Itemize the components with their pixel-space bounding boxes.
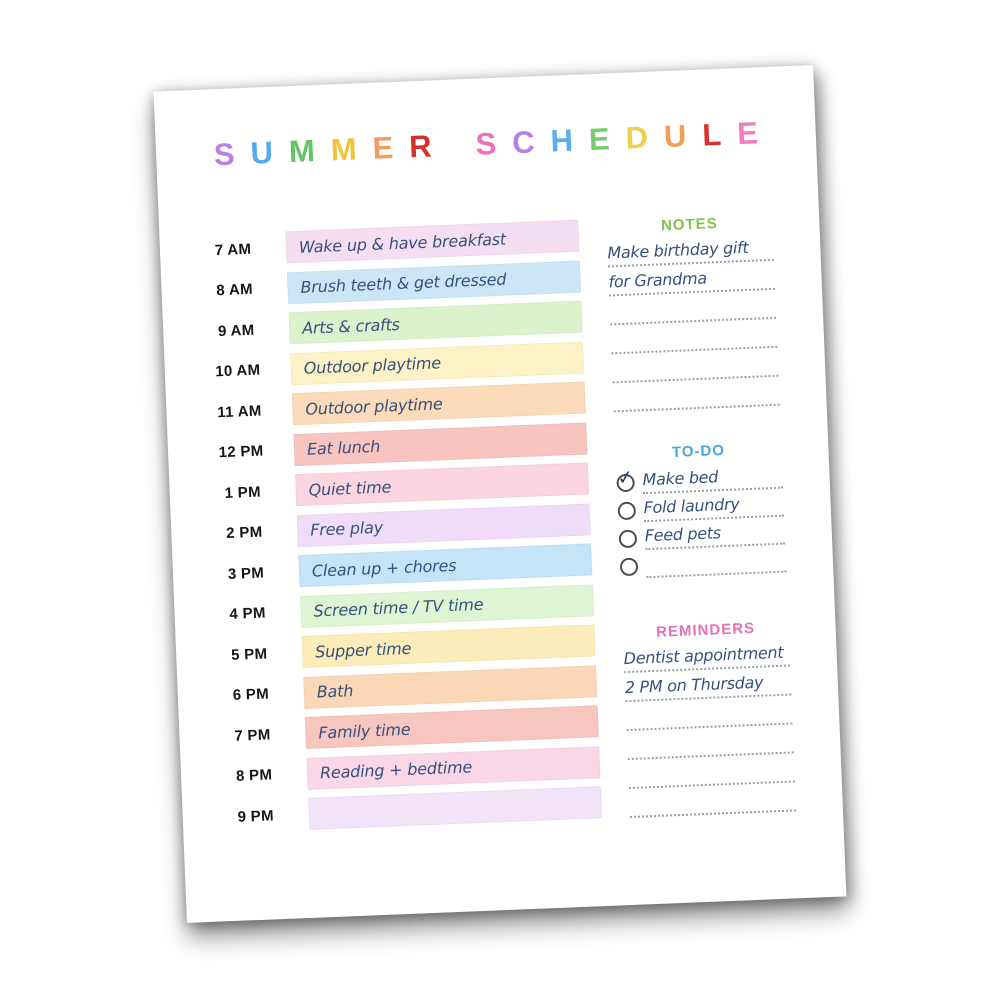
todo-item [619,545,786,580]
activity-bar [297,503,591,547]
schedule-row [198,382,586,430]
schedule-row [214,786,602,834]
todo-checkbox[interactable] [619,530,638,549]
activity-text: Outdoor playtime [303,353,442,378]
title-letter: U [663,118,688,155]
time-label: 1 PM [224,483,262,502]
reminders-blank-line [629,782,796,818]
activity-text: Arts & crafts [301,314,401,338]
todo-item-label: Feed pets [644,517,785,551]
schedule-row [206,584,594,632]
schedule-row [208,624,596,672]
schedule-row [211,705,599,753]
schedule-row [193,260,581,308]
activity-bar [292,382,586,426]
schedule-row [199,422,587,470]
todo-item-label [645,545,786,579]
activity-bar [298,543,592,587]
notes-section [606,213,780,413]
activity-text: Brush teeth & get dressed [300,269,507,297]
schedule-sheet [154,65,847,923]
title-word [213,128,433,173]
activity-bar [289,301,583,345]
schedule-row [201,462,589,510]
activity-bar [302,624,596,668]
schedule-row [203,503,591,551]
page-title [154,65,817,172]
notes-entry: Make birthday gift [607,232,774,268]
title-letter: E [371,130,394,166]
activity-bar [305,705,599,749]
title-letter: M [330,131,358,168]
reminders-lines [623,638,796,819]
title-letter: E [588,121,611,158]
schedule-table [191,220,602,835]
schedule-row [212,746,600,794]
activity-text: Family time [318,719,411,742]
title-word [474,115,759,162]
todo-list [616,461,786,580]
todo-checkbox[interactable] [620,558,639,577]
time-label: 4 PM [229,604,267,623]
todo-item-label: Fold laundry [643,489,784,523]
time-label: 9 PM [237,806,275,826]
schedule-row [209,665,597,713]
activity-text: Outdoor playtime [305,393,443,419]
schedule-row [204,543,592,591]
activity-text: Screen time / TV time [313,594,484,621]
time-label: 7 PM [234,725,271,745]
side-column [606,212,796,818]
activity-bar [293,422,587,466]
activity-bar [295,462,589,506]
activity-text: Supper time [314,638,412,662]
todo-checkbox[interactable] [615,465,635,493]
title-letter: E [736,115,759,152]
time-label: 7 AM [214,240,252,259]
title-letter: L [701,116,722,153]
activity-bar [287,260,581,304]
title-letter: S [213,136,236,173]
todo-item-label: Make bed [642,461,783,495]
activity-bar [306,746,600,790]
activity-text: Clean up + chores [311,555,457,581]
time-label: 2 PM [225,523,263,543]
activity-bar [285,220,579,264]
reminders-entry: 2 PM on Thursday [624,666,791,702]
activity-text: Bath [316,681,354,702]
title-letter: H [549,122,574,159]
activity-bar [303,665,597,709]
title-letter: M [288,133,316,170]
todo-title: TO-DO [671,441,726,462]
checkmark-icon: ✓ [615,465,635,490]
activity-text: Eat lunch [306,436,381,459]
reminders-title: REMINDERS [655,619,756,641]
activity-text: Quiet time [308,476,392,500]
time-label: 11 AM [216,402,262,421]
schedule-row [191,220,579,268]
time-label: 12 PM [218,442,264,462]
reminders-entry: Dentist appointment [623,638,790,674]
title-letter: R [408,128,433,165]
time-label: 3 PM [227,564,265,583]
notes-blank-line [613,377,780,413]
schedule-row [196,341,584,389]
activity-text: Reading + bedtime [319,757,473,783]
title-letter: D [624,119,649,156]
title-letter: U [249,134,274,171]
time-label: 8 PM [235,766,273,785]
time-label: 8 AM [216,280,254,300]
page-content [159,210,843,836]
title-letter: C [511,124,536,161]
schedule-row [195,301,583,349]
activity-bar [308,786,602,830]
time-label: 9 AM [217,321,255,340]
todo-section [615,440,786,580]
notes-lines [607,232,780,413]
activity-bar [300,584,594,628]
activity-text: Free play [309,517,384,540]
time-label: 10 AM [214,361,261,381]
time-label: 5 PM [230,644,268,664]
notes-entry: for Grandma [608,261,775,297]
activity-text: Wake up & have breakfast [298,229,507,257]
todo-checkbox[interactable] [617,502,636,521]
title-letter: S [474,125,497,162]
notes-title: NOTES [660,215,719,235]
activity-bar [290,341,584,385]
reminders-section [622,619,796,819]
time-label: 6 PM [232,685,270,704]
